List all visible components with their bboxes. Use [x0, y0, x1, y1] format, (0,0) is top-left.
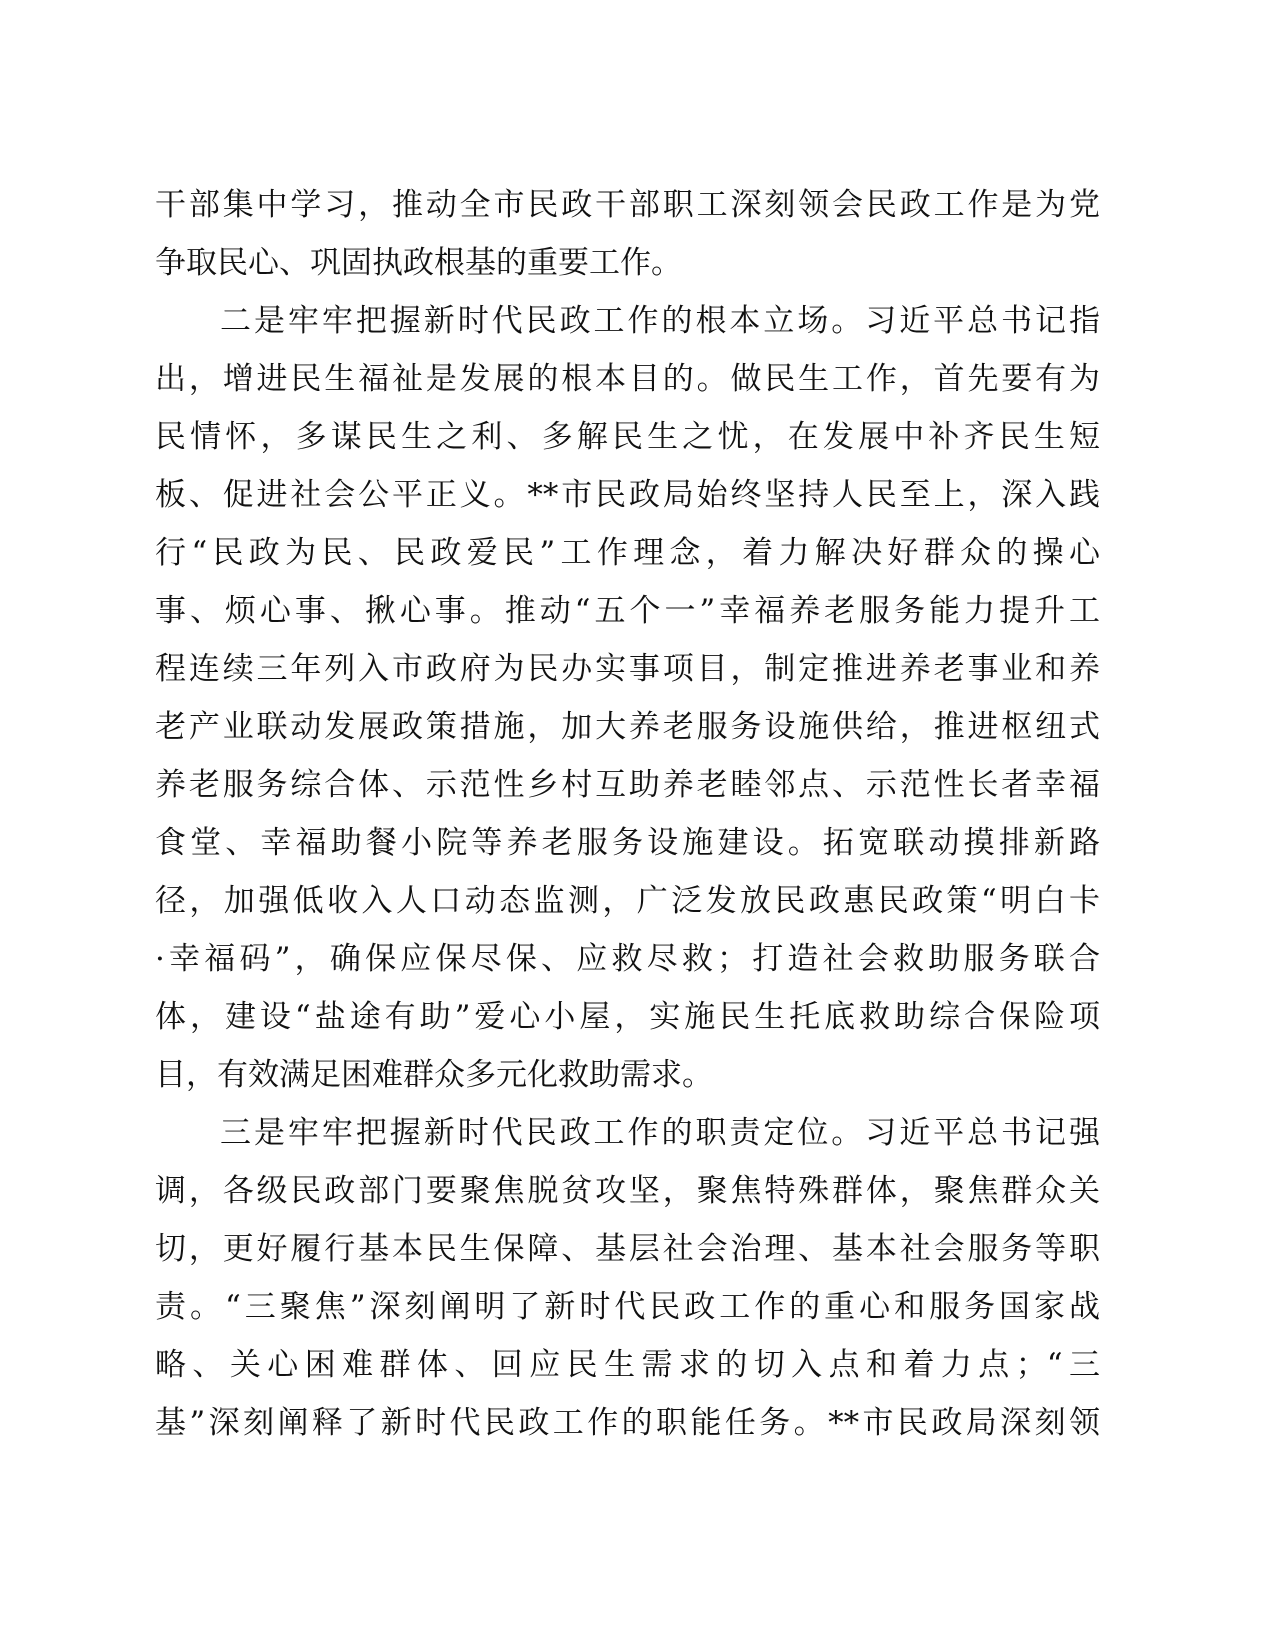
text-line: 基”深刻阐释了新时代民政工作的职能任务。**市民政局深刻领 [155, 1405, 1100, 1441]
text-line: ·幸福码”，确保应保尽保、应救尽救；打造社会救助服务联合 [155, 941, 1100, 977]
text-line: 争取民心、巩固执政根基的重要工作。 [155, 245, 682, 281]
text-line: 三是牢牢把握新时代民政工作的职责定位。习近平总书记强 [220, 1115, 1100, 1151]
text-line: 板、促进社会公平正义。**市民政局始终坚持人民至上，深入践 [155, 477, 1100, 513]
body-text [155, 176, 1100, 1452]
text-line: 行“民政为民、民政爱民”工作理念，着力解决好群众的操心 [155, 535, 1100, 571]
text-line: 老产业联动发展政策措施，加大养老服务设施供给，推进枢纽式 [155, 709, 1100, 745]
text-line: 目，有效满足困难群众多元化救助需求。 [155, 1057, 713, 1093]
text-line: 食堂、幸福助餐小院等养老服务设施建设。拓宽联动摸排新路 [155, 825, 1100, 861]
text-line: 出，增进民生福祉是发展的根本目的。做民生工作，首先要有为 [155, 361, 1100, 397]
text-line: 切，更好履行基本民生保障、基层社会治理、基本社会服务等职 [155, 1231, 1100, 1267]
text-line: 养老服务综合体、示范性乡村互助养老睦邻点、示范性长者幸福 [155, 767, 1100, 803]
text-line: 事、烦心事、揪心事。推动“五个一”幸福养老服务能力提升工 [155, 593, 1100, 629]
text-line: 民情怀，多谋民生之利、多解民生之忧，在发展中补齐民生短 [155, 419, 1100, 455]
text-line: 责。“三聚焦”深刻阐明了新时代民政工作的重心和服务国家战 [155, 1289, 1100, 1325]
text-line: 程连续三年列入市政府为民办实事项目，制定推进养老事业和养 [155, 651, 1100, 687]
text-line: 调，各级民政部门要聚焦脱贫攻坚，聚焦特殊群体，聚焦群众关 [155, 1173, 1100, 1209]
text-line: 径，加强低收入人口动态监测，广泛发放民政惠民政策“明白卡 [155, 883, 1100, 919]
text-line: 二是牢牢把握新时代民政工作的根本立场。习近平总书记指 [220, 303, 1100, 339]
text-line: 体，建设“盐途有助”爱心小屋，实施民生托底救助综合保险项 [155, 999, 1100, 1035]
text-line: 干部集中学习，推动全市民政干部职工深刻领会民政工作是为党 [155, 187, 1100, 223]
text-line: 略、关心困难群体、回应民生需求的切入点和着力点；“三 [155, 1347, 1100, 1383]
